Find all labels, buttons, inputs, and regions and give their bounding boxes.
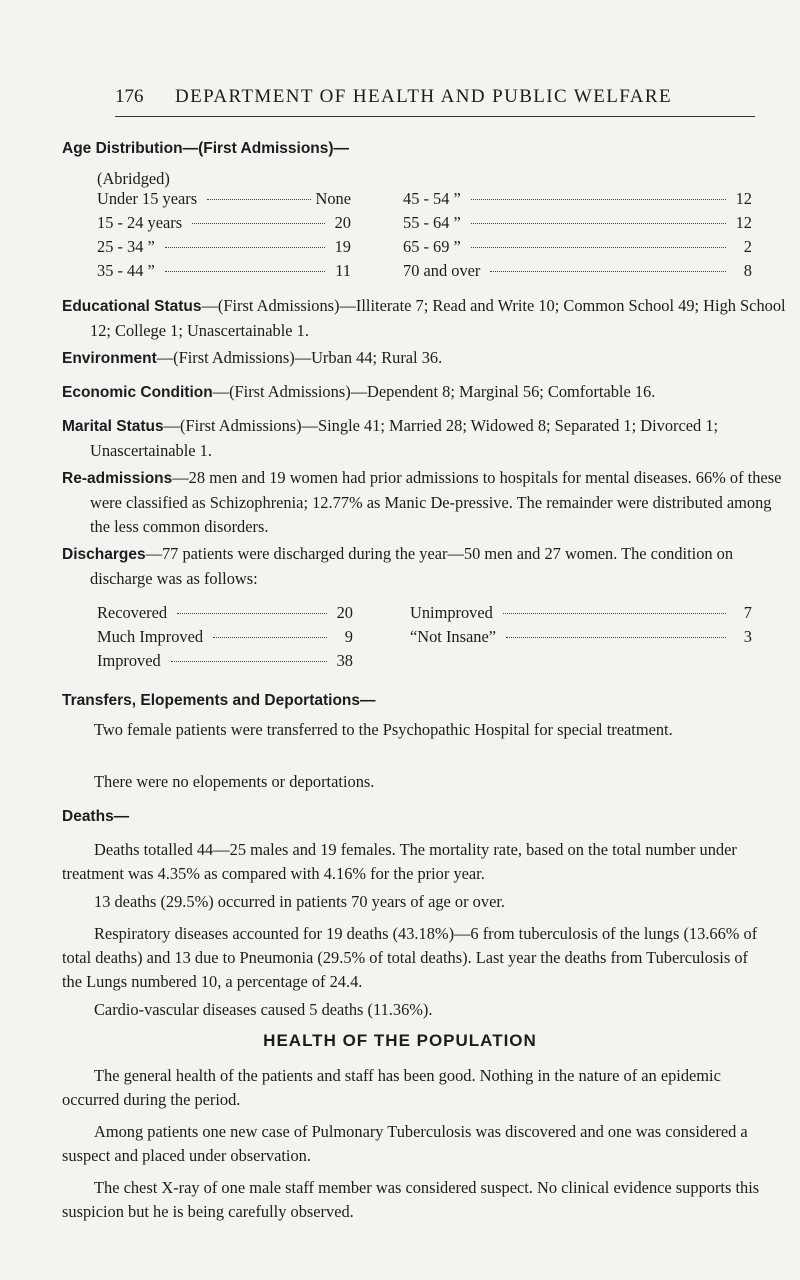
leader-dots (471, 199, 726, 200)
discharge-row-value: 20 (336, 603, 353, 622)
age-row-value: 8 (743, 261, 752, 280)
age-row (403, 261, 752, 281)
discharge-row (97, 627, 353, 647)
age-row-label: 15 - 24 years (97, 213, 183, 232)
leader-dots (471, 223, 726, 224)
discharges-label: Discharges (62, 546, 146, 563)
transfers-paragraph: Two female patients were transferred to the Psychopathic Hospital for special treatment. (94, 720, 673, 739)
age-distribution-label: Age Distribution (62, 140, 183, 157)
age-row (97, 189, 351, 209)
discharge-row-label: “Not Insane” (410, 627, 497, 646)
economic-condition-label: Economic Condition (62, 384, 213, 401)
transfers-heading (62, 688, 762, 713)
educational-status-label: Educational Status (62, 298, 202, 315)
age-row-label: 55 - 64 ” (403, 213, 461, 232)
age-row-label: 45 - 54 ” (403, 189, 461, 208)
discharge-row-label: Recovered (97, 603, 168, 622)
discharges (62, 542, 790, 591)
leader-dots (506, 637, 726, 638)
age-row-value: 11 (335, 261, 351, 280)
transfers-paragraph: There were no elopements or deportations. (94, 772, 375, 791)
discharge-row-label: Improved (97, 651, 161, 670)
deaths-label: Deaths— (62, 808, 130, 825)
economic-condition-text: —(First Admissions)—Dependent 8; Marginal 56; Comfortable 16. (212, 382, 656, 401)
age-row (403, 237, 752, 257)
age-row-label: 70 and over (403, 261, 481, 280)
educational-status (62, 294, 790, 343)
deaths-paragraph: 13 deaths (29.5%) occurred in patients 70 years of age or over. (94, 892, 505, 911)
deaths-paragraph: Respiratory diseases accounted for 19 deaths (43.18%)—6 from tuberculosis of the lungs (13.66% of total deaths) and 13 due to Pneumonia (29.5% of total deaths). Last year the deaths from Tuberculosis of the Lungs numbered 10, a percentage of 24.4. (62, 924, 758, 991)
marital-status (62, 414, 790, 463)
readmissions (62, 466, 790, 539)
discharge-row (410, 627, 752, 647)
readmissions-text: —28 men and 19 women had prior admissions to hospitals for mental diseases. 66% of these were classified as Schizophrenia; 12.77% as Manic De-pressive. The remainder were distributed among the less common disorders. (90, 468, 782, 536)
discharge-row-value: 9 (344, 627, 353, 646)
educational-status-text: —(First Admissions)—Illiterate 7; Read and Write 10; Common School 49; High School 12; College 1; Unascertainable 1. (90, 296, 786, 340)
page-header (115, 86, 755, 117)
discharge-row-value: 7 (743, 603, 752, 622)
age-row-value: 12 (735, 213, 752, 232)
leader-dots (165, 271, 325, 272)
age-distribution-suffix: —(First Admissions)— (182, 140, 350, 157)
environment-label: Environment (62, 350, 157, 367)
age-row-label: Under 15 years (97, 189, 198, 208)
page-number: 176 (115, 86, 144, 107)
age-subtitle: (Abridged) (97, 169, 170, 188)
discharge-row-value: 38 (336, 651, 353, 670)
running-head: DEPARTMENT OF HEALTH AND PUBLIC WELFARE (175, 86, 673, 107)
age-row-label: 35 - 44 ” (97, 261, 155, 280)
environment (62, 346, 790, 371)
age-row (403, 189, 752, 209)
environment-text: —(First Admissions)—Urban 44; Rural 36. (156, 348, 443, 367)
age-row-value: None (315, 189, 351, 208)
marital-status-label: Marital Status (62, 418, 164, 435)
discharge-row (97, 603, 353, 623)
discharges-text: —77 patients were discharged during the year—50 men and 27 women. The condition on discharge was as follows: (90, 544, 734, 588)
readmissions-label: Re-admissions (62, 470, 173, 487)
age-row-value: 19 (334, 237, 351, 256)
deaths-paragraph: Deaths totalled 44—25 males and 19 females. The mortality rate, based on the total number under treatment was 4.35% as compared with 4.16% for the prior year. (62, 840, 737, 883)
health-paragraph: Among patients one new case of Pulmonary Tuberculosis was discovered and one was considered a suspect and placed under observation. (62, 1122, 748, 1165)
transfers-label: Transfers, Elopements and Deportations— (62, 692, 376, 709)
age-row (97, 237, 351, 257)
marital-status-text: —(First Admissions)—Single 41; Married 28; Widowed 8; Separated 1; Divorced 1; Unascertainable 1. (90, 416, 719, 460)
discharge-row-value: 3 (743, 627, 752, 646)
health-paragraph: The general health of the patients and staff has been good. Nothing in the nature of an epidemic occurred during the period. (62, 1066, 721, 1109)
leader-dots (490, 271, 726, 272)
leader-dots (177, 613, 327, 614)
leader-dots (171, 661, 327, 662)
age-row (97, 213, 351, 233)
age-row (403, 213, 752, 233)
leader-dots (192, 223, 325, 224)
section-title: HEALTH OF THE POPULATION (263, 1031, 537, 1050)
deaths-heading (62, 804, 762, 829)
age-row-label: 65 - 69 ” (403, 237, 461, 256)
deaths-paragraph: Cardio-vascular diseases caused 5 deaths (11.36%). (94, 1000, 433, 1019)
age-row (97, 261, 351, 281)
leader-dots (207, 199, 311, 200)
discharge-row-label: Unimproved (410, 603, 493, 622)
leader-dots (165, 247, 325, 248)
age-row-value: 20 (334, 213, 351, 232)
health-paragraph: The chest X-ray of one male staff member was considered suspect. No clinical evidence supports this suspicion but he is being carefully observed. (62, 1178, 760, 1221)
age-distribution-heading (62, 136, 762, 161)
discharge-row (97, 651, 353, 671)
leader-dots (213, 637, 327, 638)
discharge-row (410, 603, 752, 623)
age-row-value: 2 (743, 237, 752, 256)
leader-dots (471, 247, 726, 248)
discharge-row-label: Much Improved (97, 627, 204, 646)
economic-condition (62, 380, 790, 405)
age-row-label: 25 - 34 ” (97, 237, 155, 256)
age-row-value: 12 (735, 189, 752, 208)
leader-dots (503, 613, 726, 614)
